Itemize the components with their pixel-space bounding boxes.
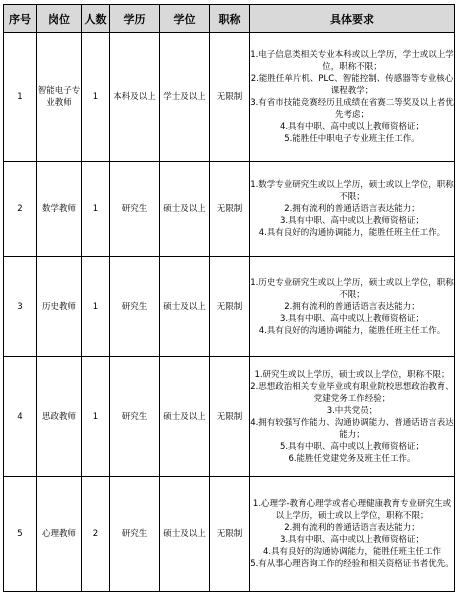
cell-no: 1 (4, 33, 37, 162)
cell-education: 研究生 (110, 257, 160, 357)
cell-position: 思政教师 (37, 357, 82, 477)
requirement-line: 5.具有中职、高中或以上教师资格证； (279, 441, 425, 452)
cell-position: 智能电子专业教师 (37, 33, 82, 162)
cell-count: 1 (82, 162, 110, 257)
requirement-line: 3.具有中职、高中或以上教师资格证； (279, 216, 425, 226)
cell-title: 无限制 (210, 33, 250, 162)
requirement-line: 2.能胜任单片机、PLC、智能控制、传感器等专业核心课程教学； (250, 74, 454, 96)
cell-no: 4 (4, 357, 37, 477)
requirement-line: 4.具有中职、高中或以上教师资格证； (279, 122, 425, 132)
cell-requirements (250, 357, 455, 477)
cell-no: 2 (4, 162, 37, 257)
requirement-line: 2.拥有流利的普通话语言表达能力； (284, 204, 420, 214)
requirement-line: 4.具有良好的沟通协调能力，能胜任班主任工作 (262, 547, 442, 557)
cell-position: 历史教师 (37, 257, 82, 357)
header-count: 人数 (82, 5, 110, 33)
cell-degree: 硕士及以上 (160, 162, 210, 257)
requirement-line: 2.思想政治相关专业毕业或有职业院校思想政治教育、党建党务工作经验； (250, 381, 454, 404)
cell-title: 无限制 (210, 257, 250, 357)
requirement-line: 2.拥有流利的普通话语言表达能力； (284, 523, 420, 533)
header-education: 学历 (110, 5, 160, 33)
requirement-line: 5.有从事心理咨询工作的经验和相关资格证书者优先。 (250, 559, 454, 569)
requirement-line: 1.电子信息类相关专业本科或以上学历，学士或以上学位，职称不限； (250, 50, 454, 72)
header-position: 岗位 (37, 5, 82, 33)
table-row (4, 357, 455, 477)
cell-position: 心理教师 (37, 477, 82, 592)
requirement-line: 2.拥有流利的普通话语言表达能力； (284, 301, 420, 312)
requirement-line: 4.具有良好的沟通协调能力，能胜任班主任工作。 (258, 325, 446, 336)
cell-title: 无限制 (210, 477, 250, 592)
requirement-line: 3.具有中职、高中或以上教师资格证； (279, 535, 425, 545)
requirement-line: 3.有省市技能竞赛经历且成绩在省赛二等奖及以上者优先考虑； (250, 98, 454, 120)
cell-requirements (250, 477, 455, 592)
cell-requirements (250, 162, 455, 257)
header-no: 序号 (4, 5, 37, 33)
table-row (4, 33, 455, 162)
cell-degree: 硕士及以上 (160, 357, 210, 477)
cell-requirements (250, 33, 455, 162)
requirement-line: 1.历史专业研究生或以上学历，硕士或以上学位，职称不限； (250, 277, 454, 300)
cell-education: 研究生 (110, 162, 160, 257)
cell-no: 5 (4, 477, 37, 592)
cell-requirements (250, 257, 455, 357)
cell-position: 数学教师 (37, 162, 82, 257)
header-title: 职称 (210, 5, 250, 33)
requirement-line: 4.拥有较强写作能力、沟通协调能力、普通话语言表达能力； (250, 417, 454, 440)
cell-education: 研究生 (110, 357, 160, 477)
requirement-line: 5.能胜任中职电子专业班主任工作。 (284, 134, 420, 144)
table-row (4, 257, 455, 357)
table-row (4, 477, 455, 592)
cell-title: 无限制 (210, 162, 250, 257)
header-row (4, 5, 455, 33)
cell-count: 1 (82, 33, 110, 162)
requirement-line: 1.数学专业研究生或以上学历，硕士或以上学位，职称不限； (250, 180, 454, 202)
requirement-line: 6.能胜任党建党务及班主任工作。 (288, 453, 416, 464)
table-row (4, 162, 455, 257)
requirement-line: 3.中共党员； (326, 405, 378, 416)
cell-education: 研究生 (110, 477, 160, 592)
header-degree: 学位 (160, 5, 210, 33)
cell-no: 3 (4, 257, 37, 357)
recruitment-table (3, 4, 455, 592)
cell-title: 无限制 (210, 357, 250, 477)
requirement-line: 4.具有良好的沟通协调能力，能胜任班主任工作。 (258, 228, 446, 238)
cell-education: 本科及以上 (110, 33, 160, 162)
requirement-line: 1.心理学-教育心理学或者心理健康教育专业研究生或以上学历，硕士或以上学位，职称不限； (252, 499, 452, 521)
cell-degree: 硕士及以上 (160, 257, 210, 357)
requirement-line: 3.具有中职、高中或以上教师资格证； (279, 313, 425, 324)
cell-count: 1 (82, 257, 110, 357)
cell-count: 2 (82, 477, 110, 592)
cell-degree: 学士及以上 (160, 33, 210, 162)
requirement-line: 1.研究生或以上学历，硕士或以上学位，职称不限； (254, 369, 450, 380)
header-requirements: 具体要求 (250, 5, 455, 33)
cell-count: 1 (82, 357, 110, 477)
cell-degree: 硕士及以上 (160, 477, 210, 592)
